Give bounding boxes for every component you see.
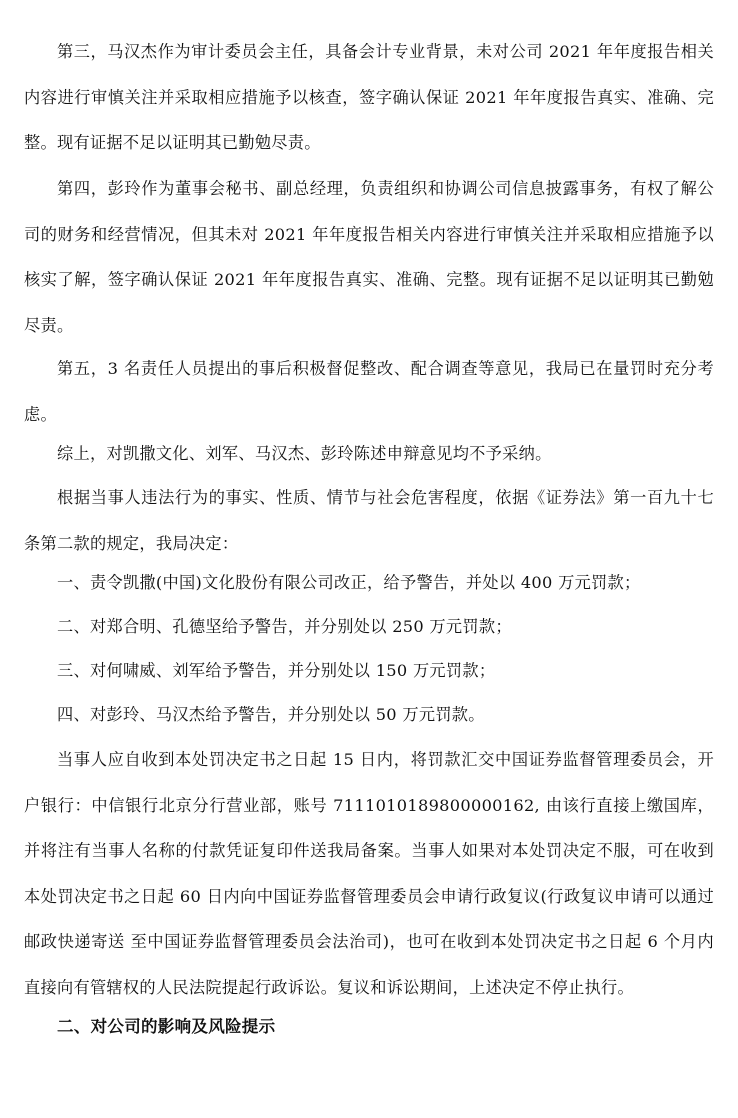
decision-item-3: 三、对何啸威、刘军给予警告，并分别处以 150 万元罚款； (57, 661, 496, 680)
decision-item-1: 一、责令凯撒(中国)文化股份有限公司改正，给予警告，并处以 400 万元罚款； (57, 573, 641, 592)
paragraph-fourth-point: 第四，彭玲作为董事会秘书、副总经理，负责组织和协调公司信息披露事务，有权了解公司的财务和经营情况，但其未对 2021 年年度报告相关内容进行审慎关注并采取相应措施予以核实了解，签字确认保证 2021 年年度报告真实、准确、完整。现有证据不足以证明其已勤勉尽责。 (24, 179, 714, 335)
paragraph-third-point: 第三，马汉杰作为审计委员会主任，具备会计专业背景，未对公司 2021 年年度报告相关内容进行审慎关注并采取相应措施予以核查，签字确认保证 2021 年年度报告真实、准确、完整。现有证据不足以证明其已勤勉尽责。 (24, 42, 714, 153)
decision-item-4: 四、对彭玲、马汉杰给予警告，并分别处以 50 万元罚款。 (57, 705, 485, 724)
paragraph-conclusion: 综上，对凯撒文化、刘军、马汉杰、彭玲陈述申辩意见均不予采纳。 (57, 444, 552, 463)
paragraph-fifth-point: 第五，3 名责任人员提出的事后积极督促整改、配合调查等意见，我局已在量罚时充分考虑。 (24, 359, 714, 424)
decision-item-2: 二、对郑合明、孔德坚给予警告，并分别处以 250 万元罚款； (57, 617, 512, 636)
paragraph-payment-and-appeal: 当事人应自收到本处罚决定书之日起 15 日内，将罚款汇交中国证券监督管理委员会，开户银行：中信银行北京分行营业部，账号 7111010189800000162, 由该行直接上缴国库，并将注有当事人名称的付款凭证复印件送我局备案。当事人如果对本处罚决定不服，可在收到本处罚决定书之日起 60 日内向中国证券监督管理委员会申请行政复议(行政复议申请可以通过邮政快递寄送 至中国证券监督管理委员会法治司)，也可在收到本处罚决定书之日起 6 个月内直接向有管辖权的人民法院提起行政诉讼。复议和诉讼期间，上述决定不停止执行。 (24, 750, 714, 997)
section-heading: 二、对公司的影响及风险提示 (57, 1017, 276, 1036)
paragraph-legal-basis: 根据当事人违法行为的事实、性质、情节与社会危害程度，依据《证券法》第一百九十七条第二款的规定，我局决定： (24, 488, 714, 553)
